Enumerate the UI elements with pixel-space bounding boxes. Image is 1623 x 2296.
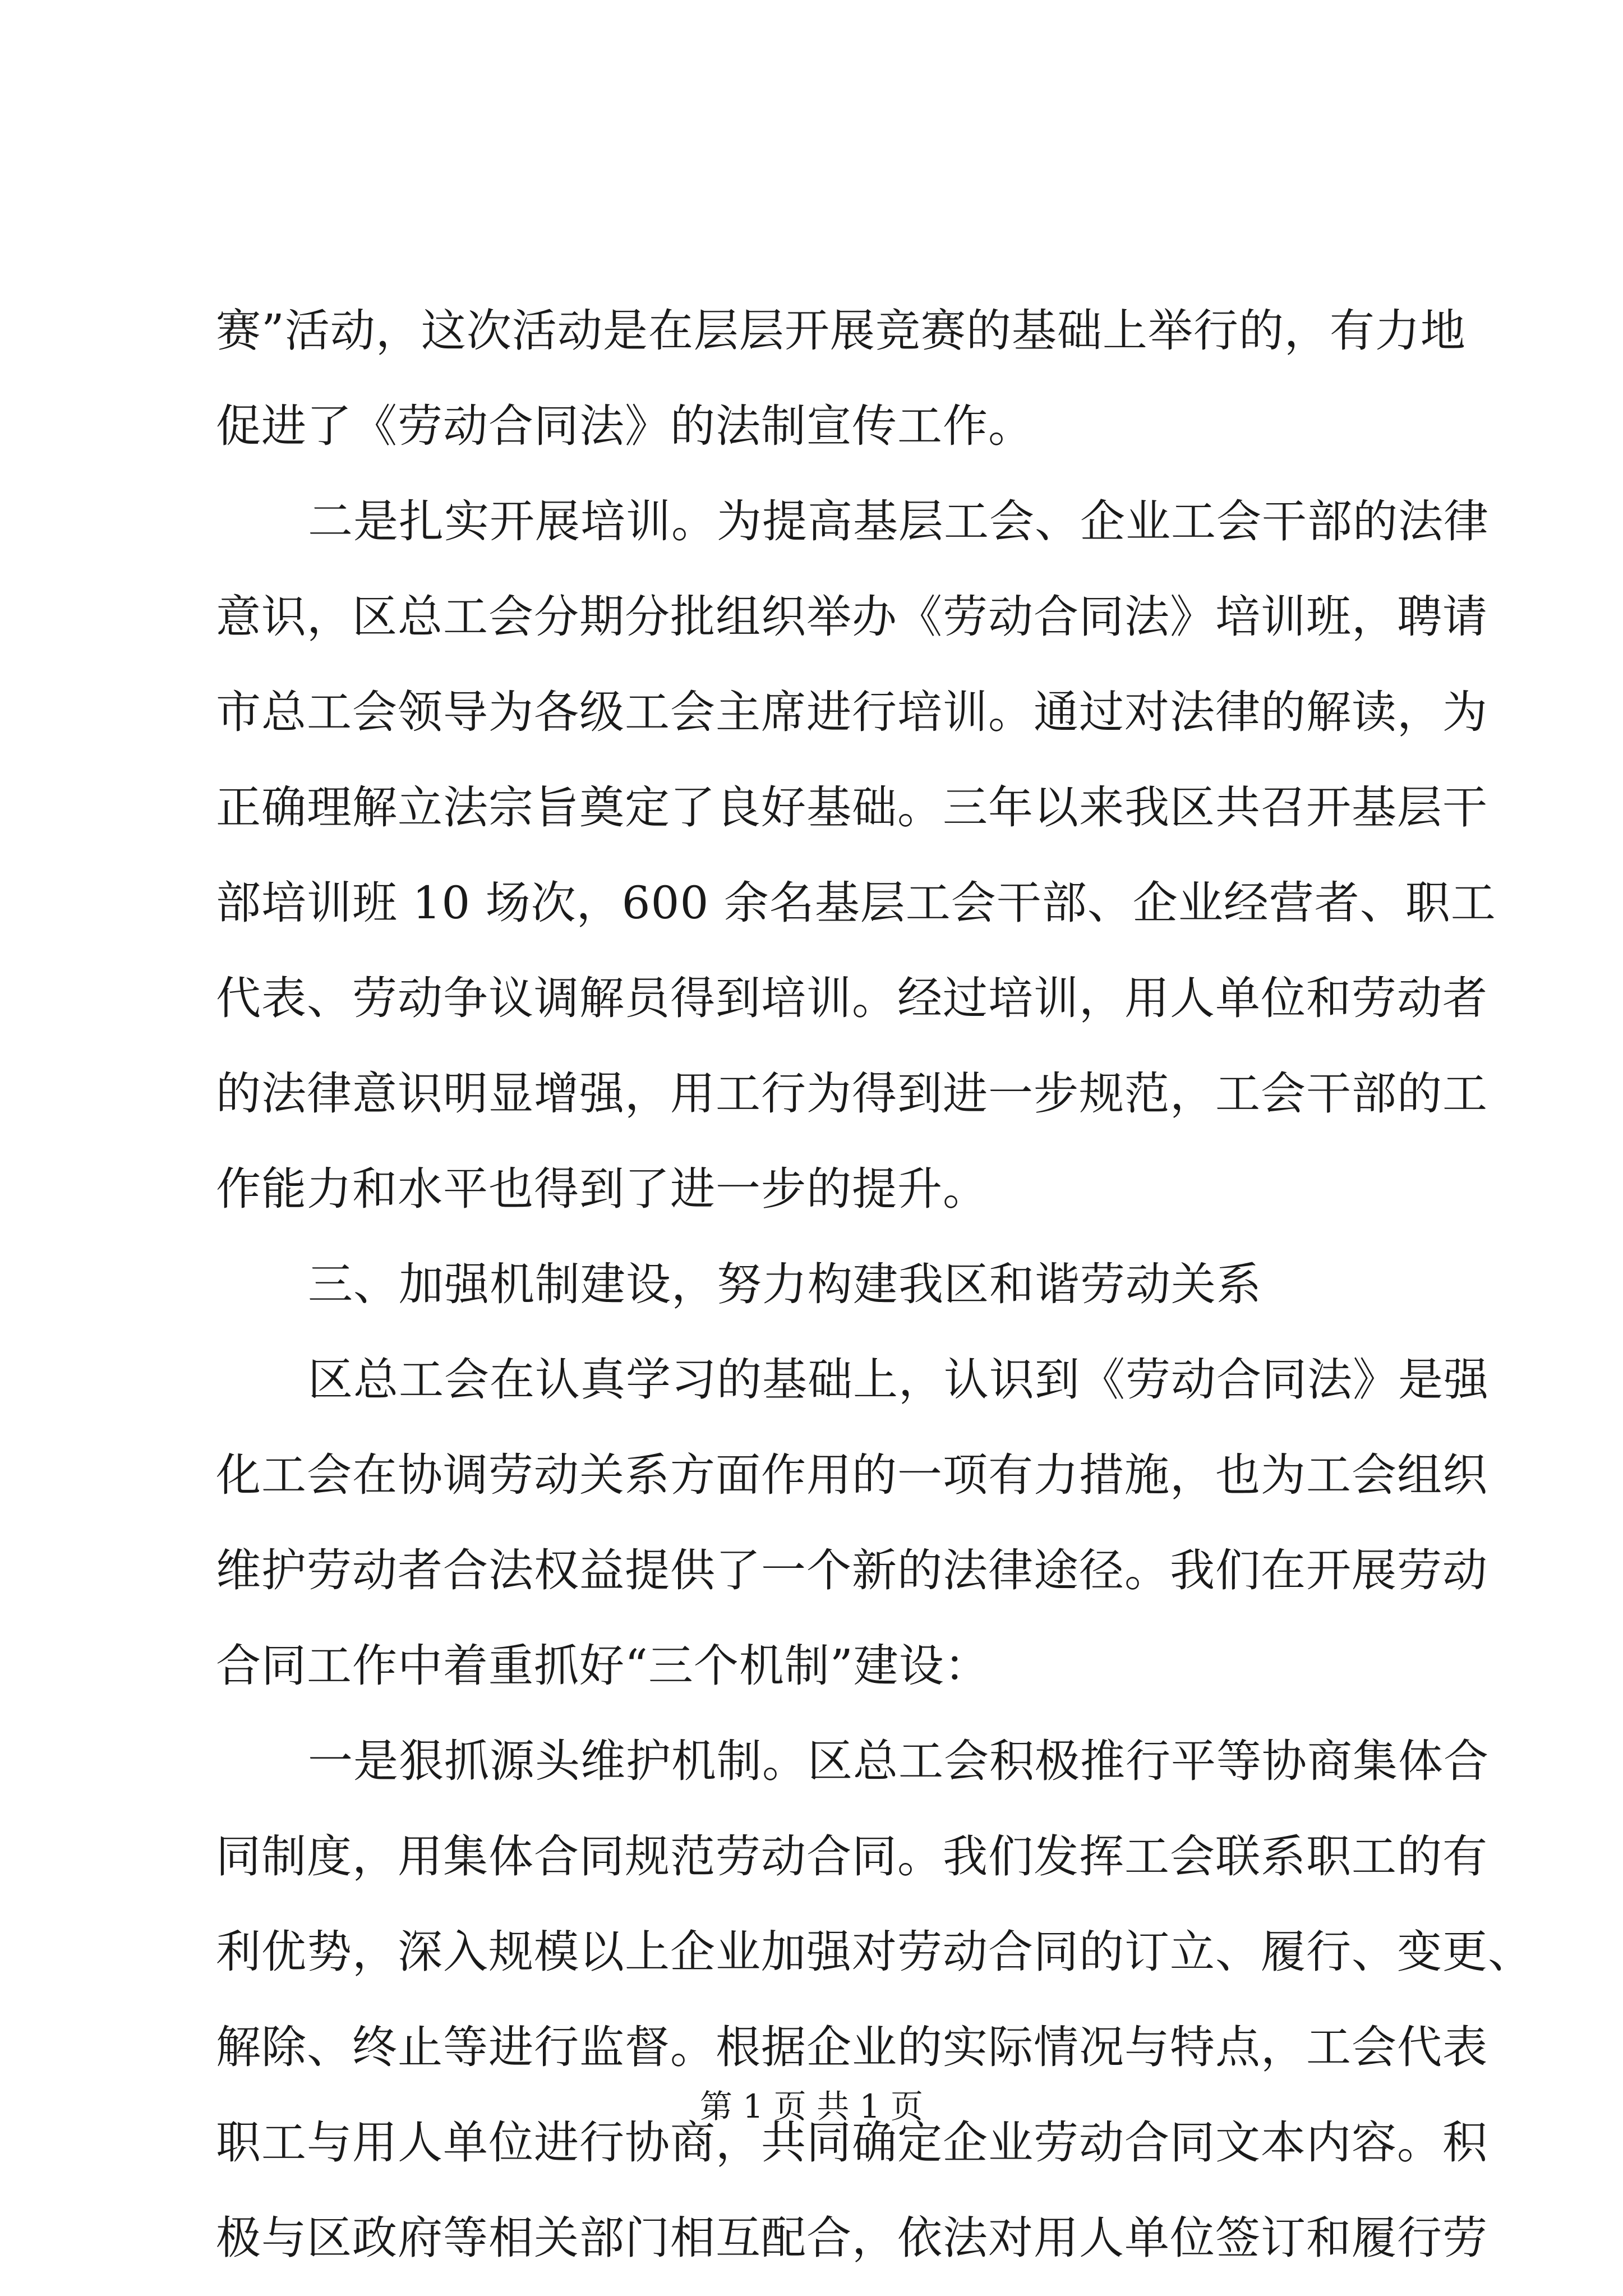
body-line: 促进了《劳动合同法》的法制宣传工作。 (216, 400, 1034, 452)
body-line: 的法律意识明显增强，用工行为得到进一步规范，工会干部的工 (216, 1068, 1488, 1120)
body-line: 赛”活动，这次活动是在层层开展竞赛的基础上举行的，有力地 (216, 305, 1466, 357)
body-line: 正确理解立法宗旨奠定了良好基础。三年以来我区共召开基层干 (216, 781, 1488, 834)
body-line: 区总工会在认真学习的基础上，认识到《劳动合同法》是强 (308, 1354, 1489, 1406)
body-line: 解除、终止等进行监督。根据企业的实际情况与特点，工会代表 (216, 2021, 1488, 2073)
body-line: 极与区政府等相关部门相互配合，依法对用人单位签订和履行劳 (216, 2212, 1488, 2264)
section-heading: 三、加强机制建设，努力构建我区和谐劳动关系 (308, 1258, 1262, 1310)
page-footer (0, 2084, 1623, 2129)
body-line: 作能力和水平也得到了进一步的提升。 (216, 1163, 988, 1215)
body-line: 市总工会领导为各级工会主席进行培训。通过对法律的解读，为 (216, 686, 1488, 738)
body-line: 利优势，深入规模以上企业加强对劳动合同的订立、履行、变更、 (216, 1926, 1533, 1978)
body-line: 代表、劳动争议调解员得到培训。经过培训，用人单位和劳动者 (216, 972, 1488, 1024)
body-line: 二是扎实开展培训。为提高基层工会、企业工会干部的法律 (308, 495, 1489, 547)
body-line: 职工与用人单位进行协商，共同确定企业劳动合同文本内容。积 (216, 2116, 1488, 2169)
body-line: 部培训班 10 场次，600 余名基层工会干部、企业经营者、职工 (216, 877, 1496, 929)
body-line: 维护劳动者合法权益提供了一个新的法律途径。我们在开展劳动 (216, 1544, 1488, 1596)
body-line: 合同工作中着重抓好“三个机制”建设： (216, 1640, 990, 1692)
page-number-label: 第 1 页 共 1 页 (700, 2087, 923, 2125)
body-line: 意识，区总工会分期分批组织举办《劳动合同法》培训班，聘请 (216, 591, 1488, 643)
document-body (216, 283, 1533, 2286)
body-line: 化工会在协调劳动关系方面作用的一项有力措施，也为工会组织 (216, 1449, 1488, 1501)
body-line: 同制度，用集体合同规范劳动合同。我们发挥工会联系职工的有 (216, 1830, 1488, 1883)
body-line: 一是狠抓源头维护机制。区总工会积极推行平等协商集体合 (308, 1735, 1489, 1787)
